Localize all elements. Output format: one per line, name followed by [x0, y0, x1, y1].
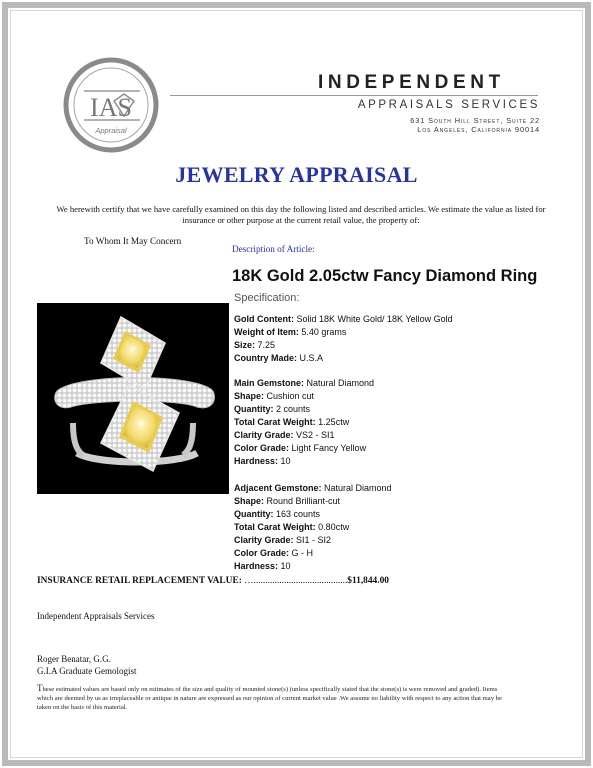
spec-row: Shape: Round Brilliant-cut: [234, 496, 341, 506]
spec-value: Natural Diamond: [306, 378, 375, 388]
specification-label: Specification:: [234, 292, 300, 304]
ias-logo-icon: [62, 56, 160, 154]
spec-label: Total Carat Weight: [234, 522, 313, 532]
spec-value: SI1 - SI2: [296, 535, 332, 545]
spec-label: Country Made: [234, 353, 295, 363]
spec-label: Shape: [234, 391, 262, 401]
value-amount: $11,844.00: [347, 576, 389, 586]
spec-label: Shape: [234, 496, 262, 506]
certification-text: We herewith certify that we have carefully examined on this day the following listed and described articles. We estimate the value as listed for insurance or other purpose at the current retail value, the property of:: [56, 204, 546, 225]
spec-row: Size: 7.25: [234, 340, 276, 350]
spec-value: Natural Diamond: [324, 483, 392, 493]
logo-subtext: Appraisal: [95, 126, 127, 135]
spec-label: Hardness: [234, 456, 276, 466]
header-divider: [170, 95, 538, 96]
recipient: To Whom It May Concern: [84, 236, 182, 246]
value-dots: …........................................: [244, 576, 348, 586]
spec-row: Color Grade: Light Fancy Yellow: [234, 443, 367, 453]
spec-label: Clarity Grade: [234, 430, 291, 440]
spec-value: 1.25ctw: [318, 417, 350, 427]
company-subtitle: APPRAISALS SERVICES: [357, 99, 540, 111]
spec-label: Hardness: [234, 561, 276, 571]
signature-company: Independent Appraisals Services: [37, 611, 155, 621]
spec-label: Color Grade: [234, 443, 287, 453]
spec-row: Main Gemstone: Natural Diamond: [234, 378, 375, 388]
disclaimer: These estimated values are based only on estimates of the size and quality of mounted stone(s) (unless specifically stated that the stone(s) is were removed and graded). Items which are deemed by us as irreplaceable or antique in nature are expressed as our opinion of current market value .We assume no liability with respect to any action that may be taken on the basis of this material.: [37, 683, 502, 712]
spec-label: Quantity: [234, 404, 271, 414]
spec-label: Quantity: [234, 509, 271, 519]
spec-row: Hardness: 10: [234, 456, 291, 466]
company-name: INDEPENDENT: [318, 72, 505, 93]
item-title: 18K Gold 2.05ctw Fancy Diamond Ring: [232, 267, 538, 285]
spec-label: Adjacent Gemstone: [234, 483, 319, 493]
diamond-ring-icon: [37, 303, 229, 494]
spec-value: Solid 18K White Gold/ 18K Yellow Gold: [296, 314, 453, 324]
spec-value: G - H: [291, 548, 314, 558]
signature-name: Roger Benatar, G.G.: [37, 654, 111, 664]
logo-letters: IAS: [90, 93, 132, 122]
spec-row: Adjacent Gemstone: Natural Diamond: [234, 483, 392, 493]
spec-row: Shape: Cushion cut: [234, 391, 315, 401]
main-gemstone-specs: [234, 377, 374, 468]
spec-label: Main Gemstone: [234, 378, 302, 388]
signature-title: G.I.A Graduate Gemologist: [37, 666, 137, 676]
spec-value: 0.80ctw: [318, 522, 350, 532]
spec-value: 2 counts: [276, 404, 311, 414]
spec-label: Weight of Item: [234, 327, 296, 337]
spec-row: Total Carat Weight: 0.80ctw: [234, 522, 350, 532]
adjacent-gemstone-specs: [234, 482, 392, 573]
description-label: Description of Article:: [232, 244, 315, 254]
spec-row: Total Carat Weight: 1.25ctw: [234, 417, 350, 427]
spec-label: Color Grade: [234, 548, 287, 558]
spec-row: Quantity: 163 counts: [234, 509, 321, 519]
address-line-2: Los Angeles, California 90014: [417, 125, 540, 134]
spec-label: Clarity Grade: [234, 535, 291, 545]
replacement-value: [37, 576, 389, 586]
spec-value: 10: [280, 561, 291, 571]
spec-row: Clarity Grade: SI1 - SI2: [234, 535, 332, 545]
spec-value: 163 counts: [276, 509, 321, 519]
spec-row: Gold Content: Solid 18K White Gold/ 18K Yellow Gold: [234, 314, 453, 324]
spec-value: 5.40 grams: [301, 327, 347, 337]
spec-value: Round Brilliant-cut: [266, 496, 341, 506]
spec-row: Hardness: 10: [234, 561, 291, 571]
spec-label: Gold Content: [234, 314, 291, 324]
value-label: INSURANCE RETAIL REPLACEMENT VALUE:: [37, 576, 242, 586]
spec-value: Light Fancy Yellow: [291, 443, 367, 453]
address-line-1: 631 South Hill Street, Suite 22: [410, 116, 540, 125]
general-specs: [234, 313, 453, 365]
spec-value: 7.25: [257, 340, 276, 350]
spec-row: Clarity Grade: VS2 - SI1: [234, 430, 335, 440]
spec-row: Quantity: 2 counts: [234, 404, 311, 414]
spec-label: Total Carat Weight: [234, 417, 313, 427]
spec-value: Cushion cut: [266, 391, 315, 401]
spec-value: U.S.A: [299, 353, 324, 363]
spec-value: VS2 - SI1: [296, 430, 335, 440]
document-title: JEWELRY APPRAISAL: [175, 162, 418, 187]
ring-photo: [37, 303, 229, 494]
spec-label: Size: [234, 340, 253, 350]
spec-value: 10: [280, 456, 291, 466]
spec-row: Weight of Item: 5.40 grams: [234, 327, 347, 337]
spec-row: Country Made: U.S.A: [234, 353, 324, 363]
spec-row: Color Grade: G - H: [234, 548, 314, 558]
